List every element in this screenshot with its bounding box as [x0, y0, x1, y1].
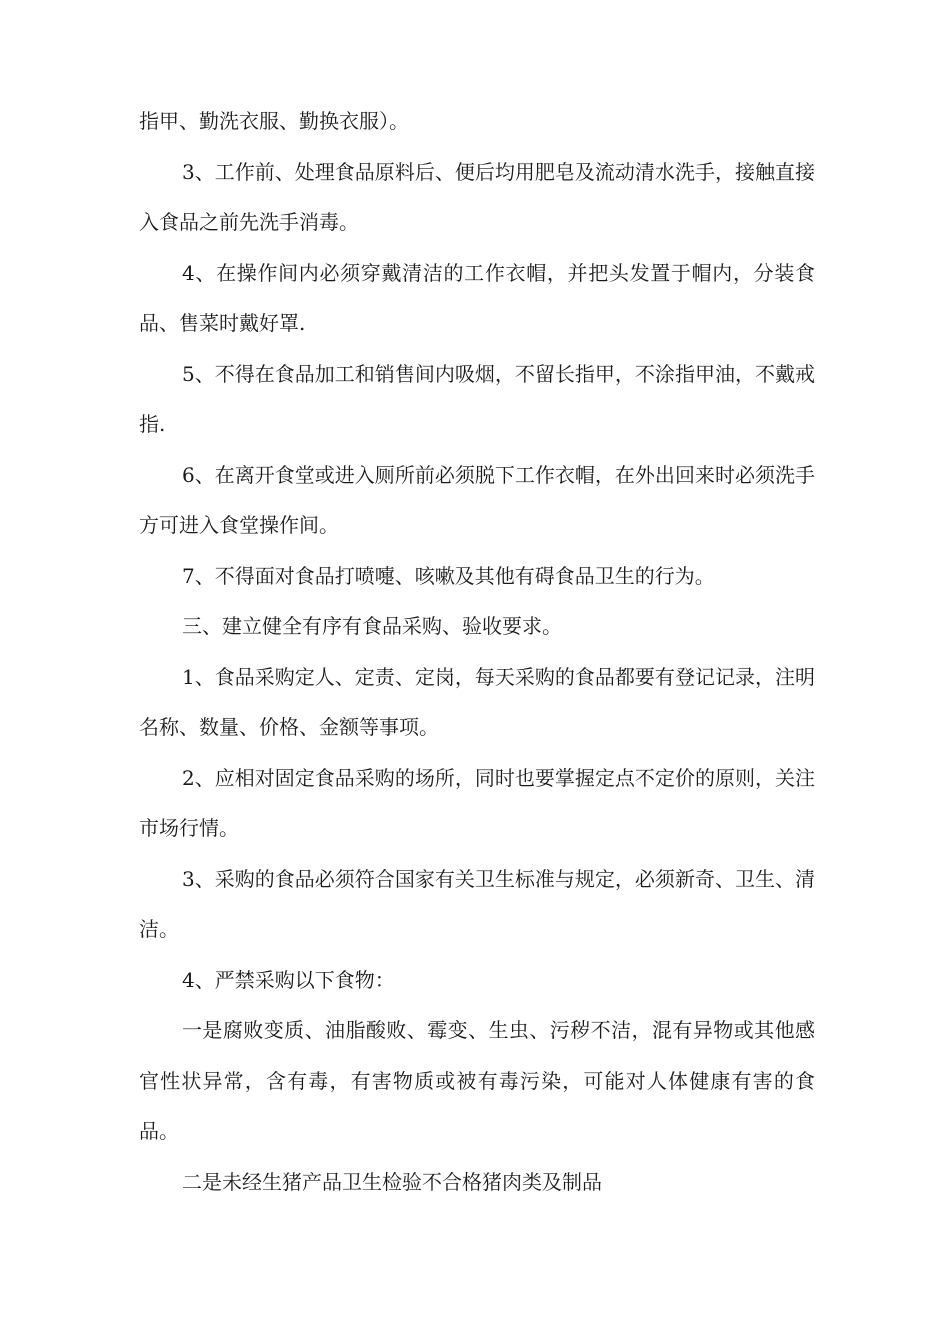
section-heading-procurement: 三、建立健全有序有食品采购、验收要求。 — [182, 614, 562, 638]
paragraph-standards: 3、采购的食品必须符合国家有关卫生标准与规定，必须新奇、卫生、清洁。 — [139, 866, 815, 941]
paragraph-prohibited-one: 一是腐败变质、油脂酸败、霉变、生虫、污秽不洁，混有异物或其他感官性状异常，含有毒，有害物质或被有毒污染，可能对人体健康有害的食品。 — [139, 1018, 815, 1143]
paragraph-handwashing: 3、工作前、处理食品原料后、便后均用肥皂及流动清水洗手，接触直接入食品之前先洗手消毒。 — [139, 159, 815, 234]
paragraph-sneezing: 7、不得面对食品打喷嚏、咳嗽及其他有碍食品卫生的行为。 — [182, 563, 715, 588]
paragraph-no-smoking: 5、不得在食品加工和销售间内吸烟，不留长指甲，不涂指甲油，不戴戒指. — [139, 361, 815, 436]
paragraph-procurement-location: 2、应相对固定食品采购的场所，同时也要掌握定点不定价的原则，关注市场行情。 — [139, 765, 815, 840]
paragraph-procurement-staff: 1、食品采购定人、定责、定岗，每天采购的食品都要有登记记录，注明名称、数量、价格、金额等事项。 — [139, 664, 815, 739]
paragraph-work-clothes: 4、在操作间内必须穿戴清洁的工作衣帽，并把头发置于帽内，分装食品、售菜时戴好罩. — [139, 260, 815, 335]
paragraph-leaving-canteen: 6、在离开食堂或进入厕所前必须脱下工作衣帽，在外出回来时必须洗手方可进入食堂操作间。 — [139, 462, 815, 537]
paragraph-prohibited-two: 二是未经生猪产品卫生检验不合格猪肉类及制品 — [182, 1169, 602, 1194]
document-body — [139, 96, 815, 1207]
paragraph-prohibited-intro: 4、严禁采购以下食物： — [182, 967, 395, 992]
paragraph-continuation: 指甲、勤洗衣服、勤换衣服）。 — [139, 109, 409, 133]
